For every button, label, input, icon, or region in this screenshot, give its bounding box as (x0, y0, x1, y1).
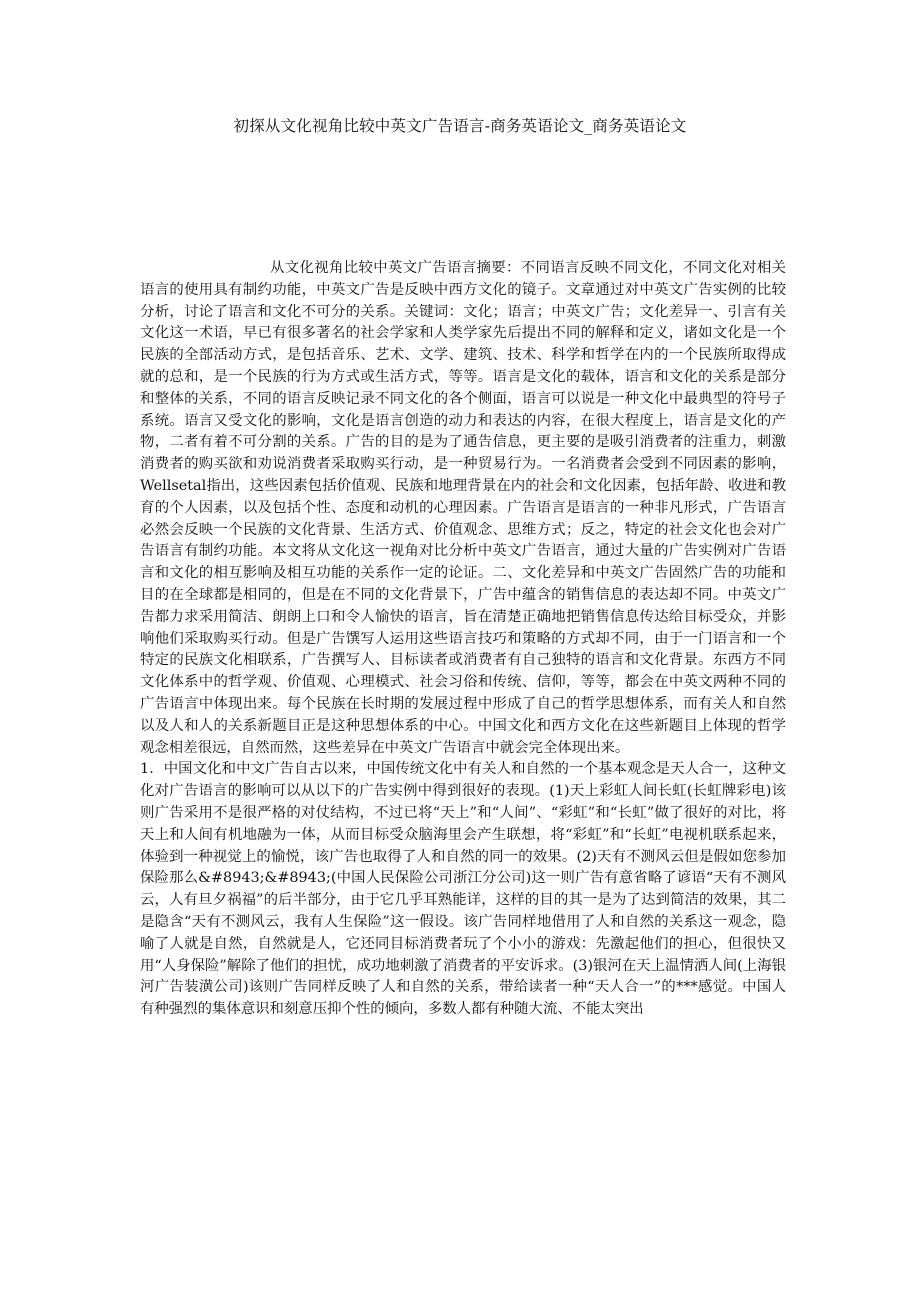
document-body (140, 258, 786, 1021)
document-title: 初探从文化视角比较中英文广告语言-商务英语论文_商务英语论文 (233, 117, 687, 135)
body-paragraph-2: 1．中国文化和中文广告自古以来，中国传统文化中有关人和自然的一个基本观念是天人合一，这种文化对广告语言的影响可以从以下的广告实例中得到很好的表现。(1)天上彩虹人间长虹(长虹牌彩电)该则广告采用不是很严格的对仗结构，不过已将“天上”和“人间”、“彩虹”和“长虹”做了很好的对比，将天上和人间有机地融为一体，从而目标受众脑海里会产生联想，将“彩虹”和“长虹”电视机联系起来，体验到一种视觉上的愉悦，该广告也取得了人和自然的同一的效果。(2)天有不测风云但是假如您参加保险那么&#8943;&#8943;(中国人民保险公司浙江分公司)这一则广告有意省略了谚语“天有不测风云，人有旦夕祸福”的后半部分，由于它几乎耳熟能详，这样的目的其一是为了达到简洁的效果，其二是隐含“天有不测风云，我有人生保险”这一假设。该广告同样地借用了人和自然的关系这一观念，隐喻了人就是自然，自然就是人，它还同目标消费者玩了个小小的游戏：先激起他们的担心，但很快又用“人身保险”解除了他们的担忧，成功地刺激了消费者的平安诉求。(3)银河在天上温情洒人间(上海银河广告装潢公司)该则广告同样反映了人和自然的关系，带给读者一种“天人合一”的***感觉。中国人有种强烈的集体意识和刻意压抑个性的倾向，多数人都有种随大流、不能太突出 (140, 761, 786, 1018)
body-paragraph-1: 从文化视角比较中英文广告语言摘要：不同语言反映不同文化，不同文化对相关语言的使用具有制约功能，中英文广告是反映中西方文化的镜子。文章通过对中英文广告实例的比较分析，讨论了语言和文化不可分的关系。关键词：文化；语言；中英文广告；文化差异一、引言有关文化这一术语，早已有很多著名的社会学家和人类学家先后提出不同的解释和定义，诸如文化是一个民族的全部活动方式，是包括音乐、艺术、文学、建筑、技术、科学和哲学在内的一个民族所取得成就的总和，是一个民族的行为方式或生活方式，等等。语言是文化的载体，语言和文化的关系是部分和整体的关系，不同的语言反映记录不同文化的各个侧面，语言可以说是一种文化中最典型的符号子系统。语言又受文化的影响，文化是语言创造的动力和表达的内容，在很大程度上，语言是文化的产物，二者有着不可分割的关系。广告的目的是为了通告信息，更主要的是吸引消费者的注重力，刺激消费者的购买欲和劝说消费者采取购买行动，是一种贸易行为。一名消费者会受到不同因素的影响，Wellsetal指出，这些因素包括价值观、民族和地理背景在内的社会和文化因素，包括年龄、收进和教育的个人因素，以及包括个性、态度和动机的心理因素。广告语言是语言的一种非凡形式，广告语言必然会反映一个民族的文化背景、生活方式、价值观念、思维方式；反之，特定的社会文化也会对广告语言有制约功能。本文将从文化这一视角对比分析中英文广告语言，通过大量的广告实例对广告语言和文化的相互影响及相互功能的关系作一定的论证。二、文化差异和中英文广告固然广告的功能和目的在全球都是相同的，但是在不同的文化背景下，广告中蕴含的销售信息的表达却不同。中英文广告都力求采用简洁、朗朗上口和令人愉快的语言，旨在清楚正确地把销售信息传达给目标受众，并影响他们采取购买行动。但是广告馔写人运用这些语言技巧和策略的方式却不同，由于一门语言和一个特定的民族文化相联系，广告撰写人、目标读者或消费者有自己独特的语言和文化背景。东西方不同文化体系中的哲学观、价值观、心理模式、社会习俗和传统、信仰，等等，都会在中英文两种不同的广告语言中体现出来。每个民族在长时期的发展过程中形成了自己的哲学思想体系，而有关人和自然以及人和人的关系新题目正是这种思想体系的中心。中国文化和西方文化在这些新题目上体现的哲学观念相差很远，自然而然，这些差异在中英文广告语言中就会完全体现出来。 (140, 260, 786, 756)
